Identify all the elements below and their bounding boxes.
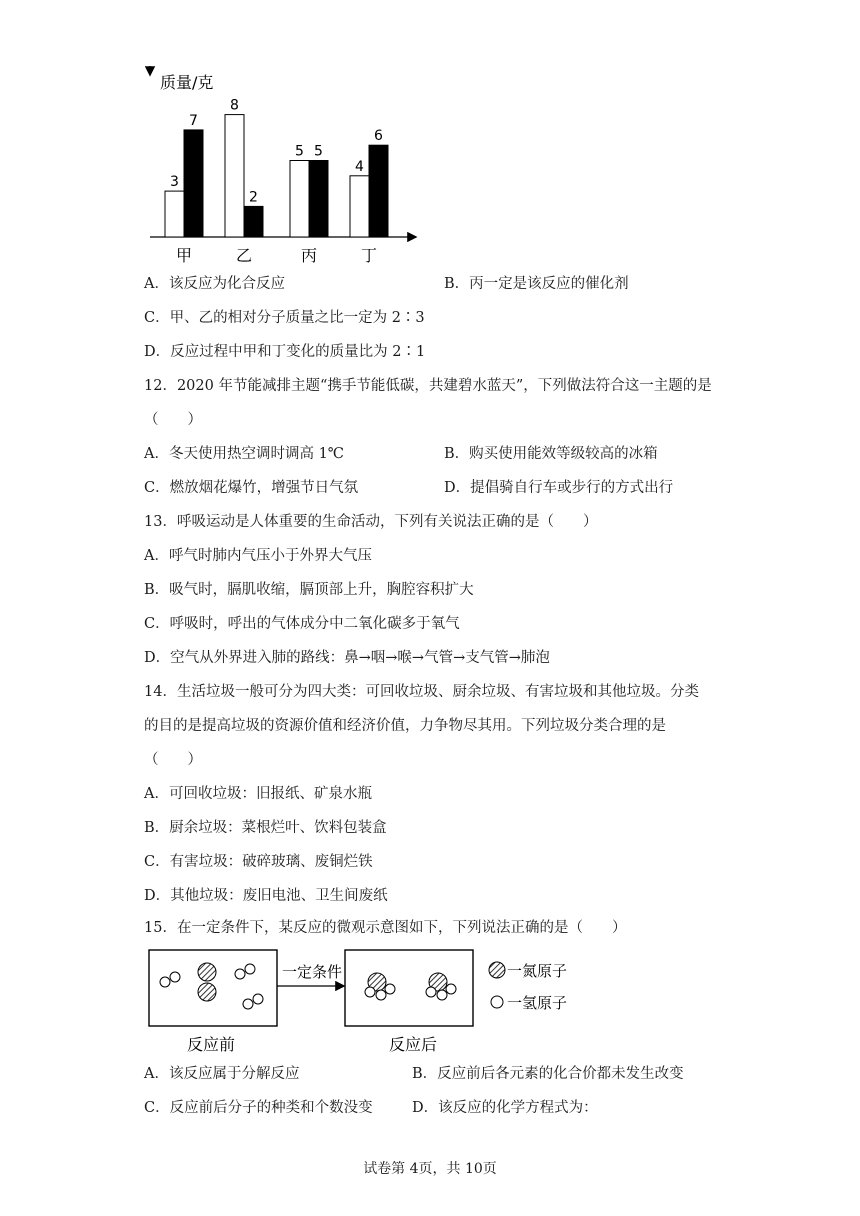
x-tick-label: 丙 xyxy=(300,246,318,265)
n2-molecule xyxy=(198,963,216,1001)
data-label: 2 xyxy=(249,189,258,206)
q14-stem-line2: 的目的是提高垃圾的资源价值和经济价值，力争物尽其用。下列垃圾分类合理的是 xyxy=(144,718,666,734)
data-label: 4 xyxy=(355,158,364,175)
q13-option-a: A．呼气时肺内气压小于外界大气压 xyxy=(144,548,372,564)
q14-paren: （ ） xyxy=(144,752,202,768)
q14-option-d: D．其他垃圾：废旧电池、卫生间废纸 xyxy=(144,888,388,904)
nitrogen-legend-icon xyxy=(489,962,505,978)
bar-chart xyxy=(140,66,440,266)
data-label: 5 xyxy=(295,143,304,160)
reaction-diagram xyxy=(145,944,595,1059)
y-axis-label: 质量/克 xyxy=(160,73,214,92)
data-label: 3 xyxy=(170,174,179,191)
nh3-molecule xyxy=(426,973,456,1000)
data-label: 8 xyxy=(230,97,239,114)
q13-option-c: C．呼吸时，呼出的气体成分中二氧化碳多于氧气 xyxy=(144,616,460,632)
x-tick-label: 甲 xyxy=(175,246,193,265)
q15-option-d: D．该反应的化学方程式为： xyxy=(412,1100,598,1116)
bar-丙-before xyxy=(290,161,309,238)
bar-甲-after xyxy=(184,130,203,237)
bar-乙-before xyxy=(225,115,244,237)
q15-option-a: A．该反应属于分解反应 xyxy=(144,1066,300,1082)
legend-nitrogen: 一氮原子 xyxy=(507,962,568,980)
bar-丁-before xyxy=(350,176,369,237)
q14-option-a: A．可回收垃圾：旧报纸、矿泉水瓶 xyxy=(144,786,372,802)
bar-甲-before xyxy=(165,191,184,237)
q12-option-b: B．购买使用能效等级较高的冰箱 xyxy=(444,446,658,462)
q13-option-b: B．吸气时，膈肌收缩，膈顶部上升，胸腔容积扩大 xyxy=(144,582,474,598)
x-tick-label: 乙 xyxy=(235,246,253,265)
h2-molecule xyxy=(235,964,255,979)
q15-option-c: C．反应前后分子的种类和个数没变 xyxy=(144,1100,373,1116)
data-label: 6 xyxy=(374,128,383,145)
q12-option-d: D．提倡骑自行车或步行的方式出行 xyxy=(444,480,674,496)
nh3-molecule xyxy=(365,973,395,1000)
q15-option-b: B．反应前后各元素的化合价都未发生改变 xyxy=(412,1066,684,1082)
bar-丁-after xyxy=(369,145,388,237)
page-footer: 试卷第 4页，共 10页 xyxy=(363,1161,497,1177)
after-label: 反应后 xyxy=(389,1035,438,1054)
q12-paren: （ ） xyxy=(144,412,202,428)
q11-option-b: B．丙一定是该反应的催化剂 xyxy=(444,276,629,292)
h2-molecule xyxy=(243,994,263,1009)
q14-stem-line1: 14．生活垃圾一般可分为四大类：可回收垃圾、厨余垃圾、有害垃圾和其他垃圾。分类 xyxy=(144,684,699,700)
q12-option-c: C．燃放烟花爆竹，增强节日气氛 xyxy=(144,480,359,496)
bar-乙-after xyxy=(244,206,263,237)
q11-option-c: C．甲、乙的相对分子质量之比一定为 2∶3 xyxy=(144,310,425,326)
q11-option-a: A．该反应为化合反应 xyxy=(144,276,285,292)
data-label: 7 xyxy=(189,112,198,129)
q12-stem: 12．2020 年节能减排主题“携手节能低碳，共建碧水蓝天”，下列做法符合这一主题的是 xyxy=(144,378,712,394)
q13-option-d: D．空气从外界进入肺的路线：鼻→咽→喉→气管→支气管→肺泡 xyxy=(144,650,550,666)
before-label: 反应前 xyxy=(187,1035,236,1054)
x-tick-label: 丁 xyxy=(360,246,378,265)
q13-stem: 13．呼吸运动是人体重要的生命活动，下列有关说法正确的是（ ） xyxy=(144,514,598,530)
hydrogen-legend-icon xyxy=(491,996,503,1008)
bar-丙-after xyxy=(309,161,328,238)
q12-option-a: A．冬天使用热空调时调高 1℃ xyxy=(144,446,345,462)
q11-option-d: D．反应过程中甲和丁变化的质量比为 2∶1 xyxy=(144,344,426,360)
q14-option-b: B．厨余垃圾：菜根烂叶、饮料包装盒 xyxy=(144,820,387,836)
q15-stem: 15．在一定条件下，某反应的微观示意图如下，下列说法正确的是（ ） xyxy=(144,920,627,936)
h2-molecule xyxy=(160,972,180,987)
data-label: 5 xyxy=(314,143,323,160)
q14-option-c: C．有害垃圾：破碎玻璃、废铜烂铁 xyxy=(144,854,373,870)
legend-hydrogen: 一氢原子 xyxy=(507,994,568,1012)
reaction-condition: 一定条件 xyxy=(282,963,343,981)
